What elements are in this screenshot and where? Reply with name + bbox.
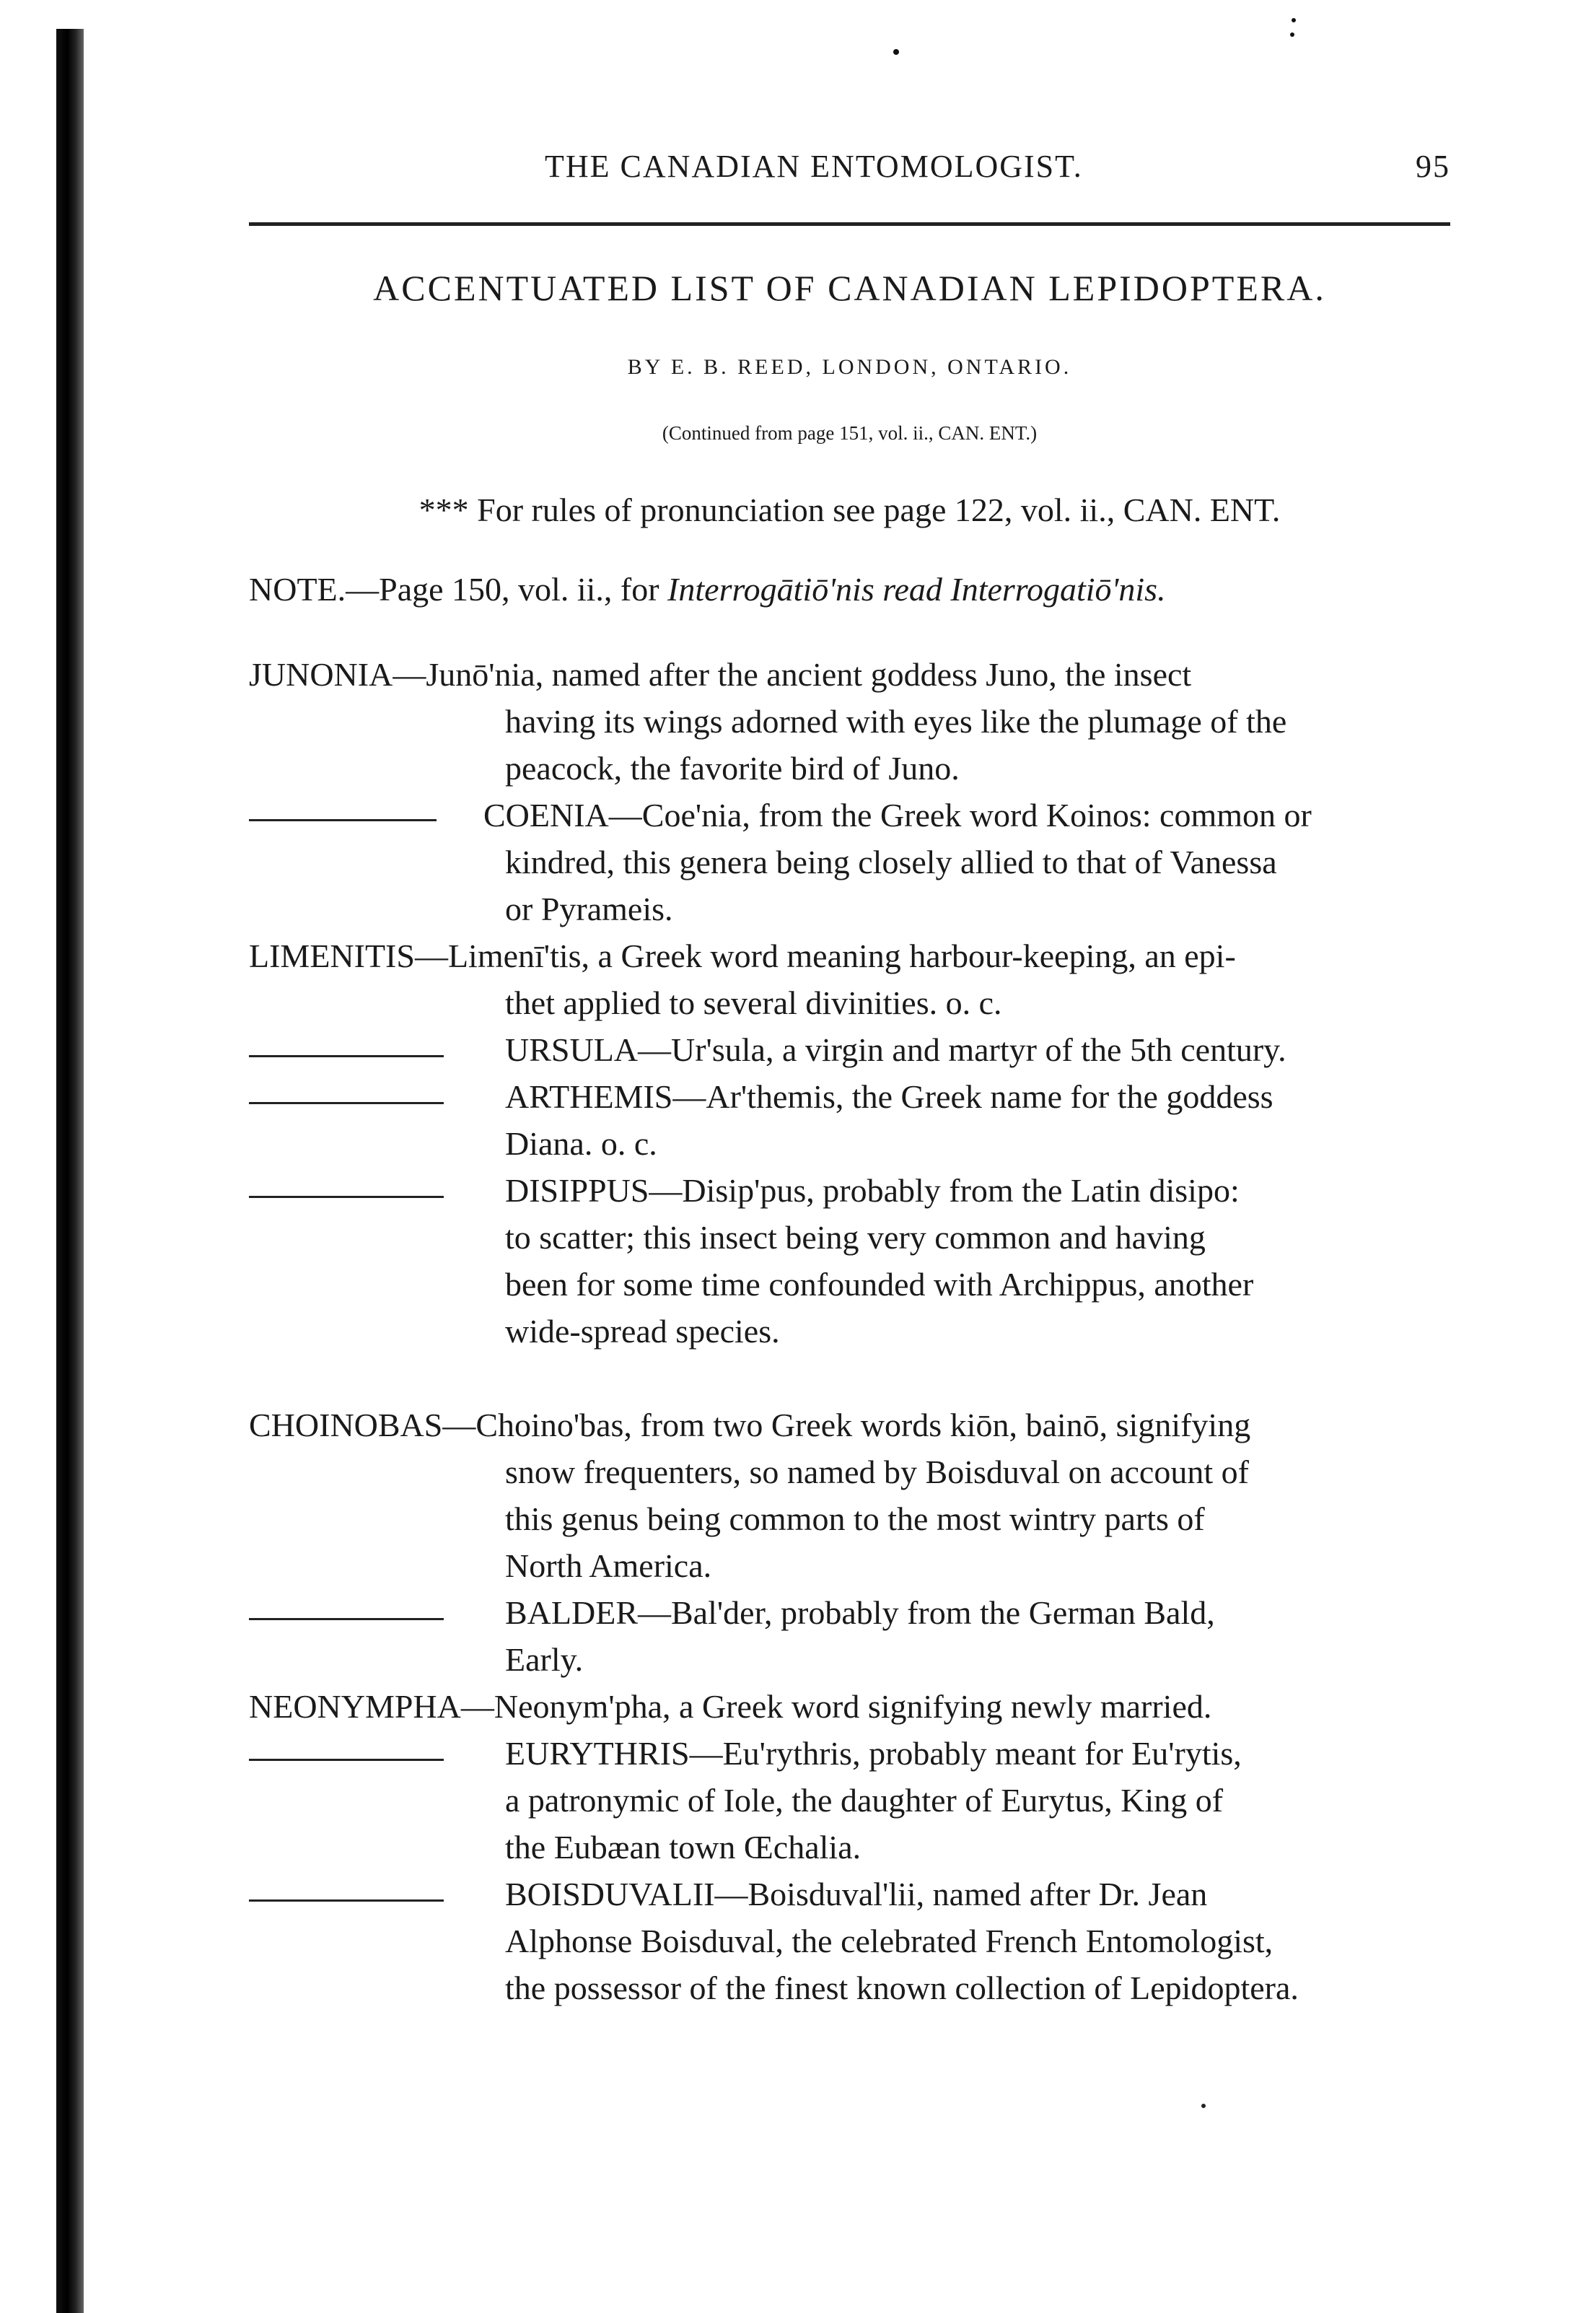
print-speck xyxy=(1292,18,1296,22)
book-spine-shadow xyxy=(56,29,84,2313)
ditto-dash xyxy=(249,1759,444,1761)
entry-junonia xyxy=(249,651,1450,698)
entry-choinobas-cont xyxy=(505,1448,1450,1589)
entry-line: ARTHEMIS—Ar'themis, the Greek name for the goddess xyxy=(505,1078,1273,1115)
print-speck xyxy=(1201,2104,1206,2108)
entry-limenitis xyxy=(249,932,1450,979)
entry-line: JUNONIA—Junō'nia, named after the ancient goddess Juno, the insect xyxy=(249,656,1192,693)
continued-note: (Continued from page 151, vol. ii., CAN. ENT.) xyxy=(662,422,1038,444)
ditto-dash xyxy=(249,1196,444,1198)
entry-junonia-cont xyxy=(505,698,1450,792)
entry-line: Alphonse Boisduval, the celebrated French Entomologist, xyxy=(505,1923,1273,1959)
header-rule xyxy=(249,222,1450,226)
running-title: THE CANADIAN ENTOMOLOGIST. xyxy=(545,149,1083,184)
entry-line: EURYTHRIS—Eu'rythris, probably meant for Eu'rytis, xyxy=(505,1735,1242,1772)
entry-line: to scatter; this insect being very common and having xyxy=(505,1219,1206,1256)
byline: BY E. B. REED, LONDON, ONTARIO. xyxy=(627,355,1072,379)
entry-ursula xyxy=(505,1026,1450,1073)
entry-arthemis xyxy=(505,1073,1450,1167)
correction-note xyxy=(249,570,1450,608)
entry-disippus xyxy=(505,1167,1450,1355)
entry-line: the possessor of the finest known collection of Lepidoptera. xyxy=(505,1969,1299,2006)
print-speck xyxy=(1290,32,1294,37)
entry-coenia xyxy=(483,792,1450,839)
ditto-dash xyxy=(249,1102,444,1104)
entry-line: snow frequenters, so named by Boisduval on account of xyxy=(505,1453,1249,1490)
entry-neonympha xyxy=(249,1683,1450,1730)
entry-line: the Eubæan town Œchalia. xyxy=(505,1829,861,1866)
ditto-dash xyxy=(249,1899,444,1902)
note-right: Interrogatiō'nis. xyxy=(950,571,1166,608)
entry-eurythris xyxy=(505,1730,1450,1871)
running-header xyxy=(249,148,1450,191)
print-speck xyxy=(893,49,899,55)
entry-line: been for some time confounded with Archippus, another xyxy=(505,1266,1254,1303)
pronunciation-note: *** For rules of pronunciation see page 122, vol. ii., CAN. ENT. xyxy=(418,491,1281,528)
note-label: NOTE. xyxy=(249,571,346,608)
entry-line: CHOINOBAS—Choino'bas, from two Greek words kiōn, bainō, signifying xyxy=(249,1407,1251,1443)
note-read: read xyxy=(874,571,951,608)
entry-balder xyxy=(505,1589,1450,1683)
entry-line: having its wings adorned with eyes like the plumage of the xyxy=(505,703,1287,740)
entry-line: kindred, this genera being closely allied to that of Vanessa xyxy=(505,844,1277,880)
entry-line: Diana. o. c. xyxy=(505,1125,657,1162)
ditto-dash xyxy=(249,1055,444,1057)
entry-line: or Pyrameis. xyxy=(505,891,673,927)
note-wrong: Interrogātiō'nis xyxy=(667,571,874,608)
entry-line: DISIPPUS—Disip'pus, probably from the Latin disipo: xyxy=(505,1172,1240,1209)
entry-line: BALDER—Bal'der, probably from the German Bald, xyxy=(505,1594,1215,1631)
entry-line: North America. xyxy=(505,1547,712,1584)
entry-line: COENIA—Coe'nia, from the Greek word Koinos: common or xyxy=(483,797,1312,834)
entry-line: this genus being common to the most wintry parts of xyxy=(505,1500,1205,1537)
note-text: —Page 150, vol. ii., for xyxy=(346,571,668,608)
entry-coenia-cont xyxy=(505,839,1450,932)
page-number: 95 xyxy=(1416,149,1450,184)
entry-boisduvalii xyxy=(505,1871,1450,2011)
entry-line: thet applied to several divinities. o. c. xyxy=(505,984,1002,1021)
entry-line: URSULA—Ur'sula, a virgin and martyr of the 5th century. xyxy=(505,1031,1286,1068)
entry-line: peacock, the favorite bird of Juno. xyxy=(505,750,960,787)
entry-line: wide-spread species. xyxy=(505,1313,780,1350)
entry-limenitis-cont xyxy=(505,979,1450,1026)
ditto-dash xyxy=(249,819,437,821)
entry-line: Early. xyxy=(505,1641,584,1678)
entry-line: BOISDUVALII—Boisduval'lii, named after Dr. Jean xyxy=(505,1876,1208,1912)
ditto-dash xyxy=(249,1618,444,1620)
entry-choinobas xyxy=(249,1402,1450,1448)
entry-line: a patronymic of Iole, the daughter of Eurytus, King of xyxy=(505,1782,1224,1819)
entry-line: NEONYMPHA—Neonym'pha, a Greek word signifying newly married. xyxy=(249,1688,1212,1725)
entry-line: LIMENITIS—Limenī'tis, a Greek word meaning harbour-keeping, an epi- xyxy=(249,937,1236,974)
article-title: ACCENTUATED LIST OF CANADIAN LEPIDOPTERA. xyxy=(373,268,1326,308)
